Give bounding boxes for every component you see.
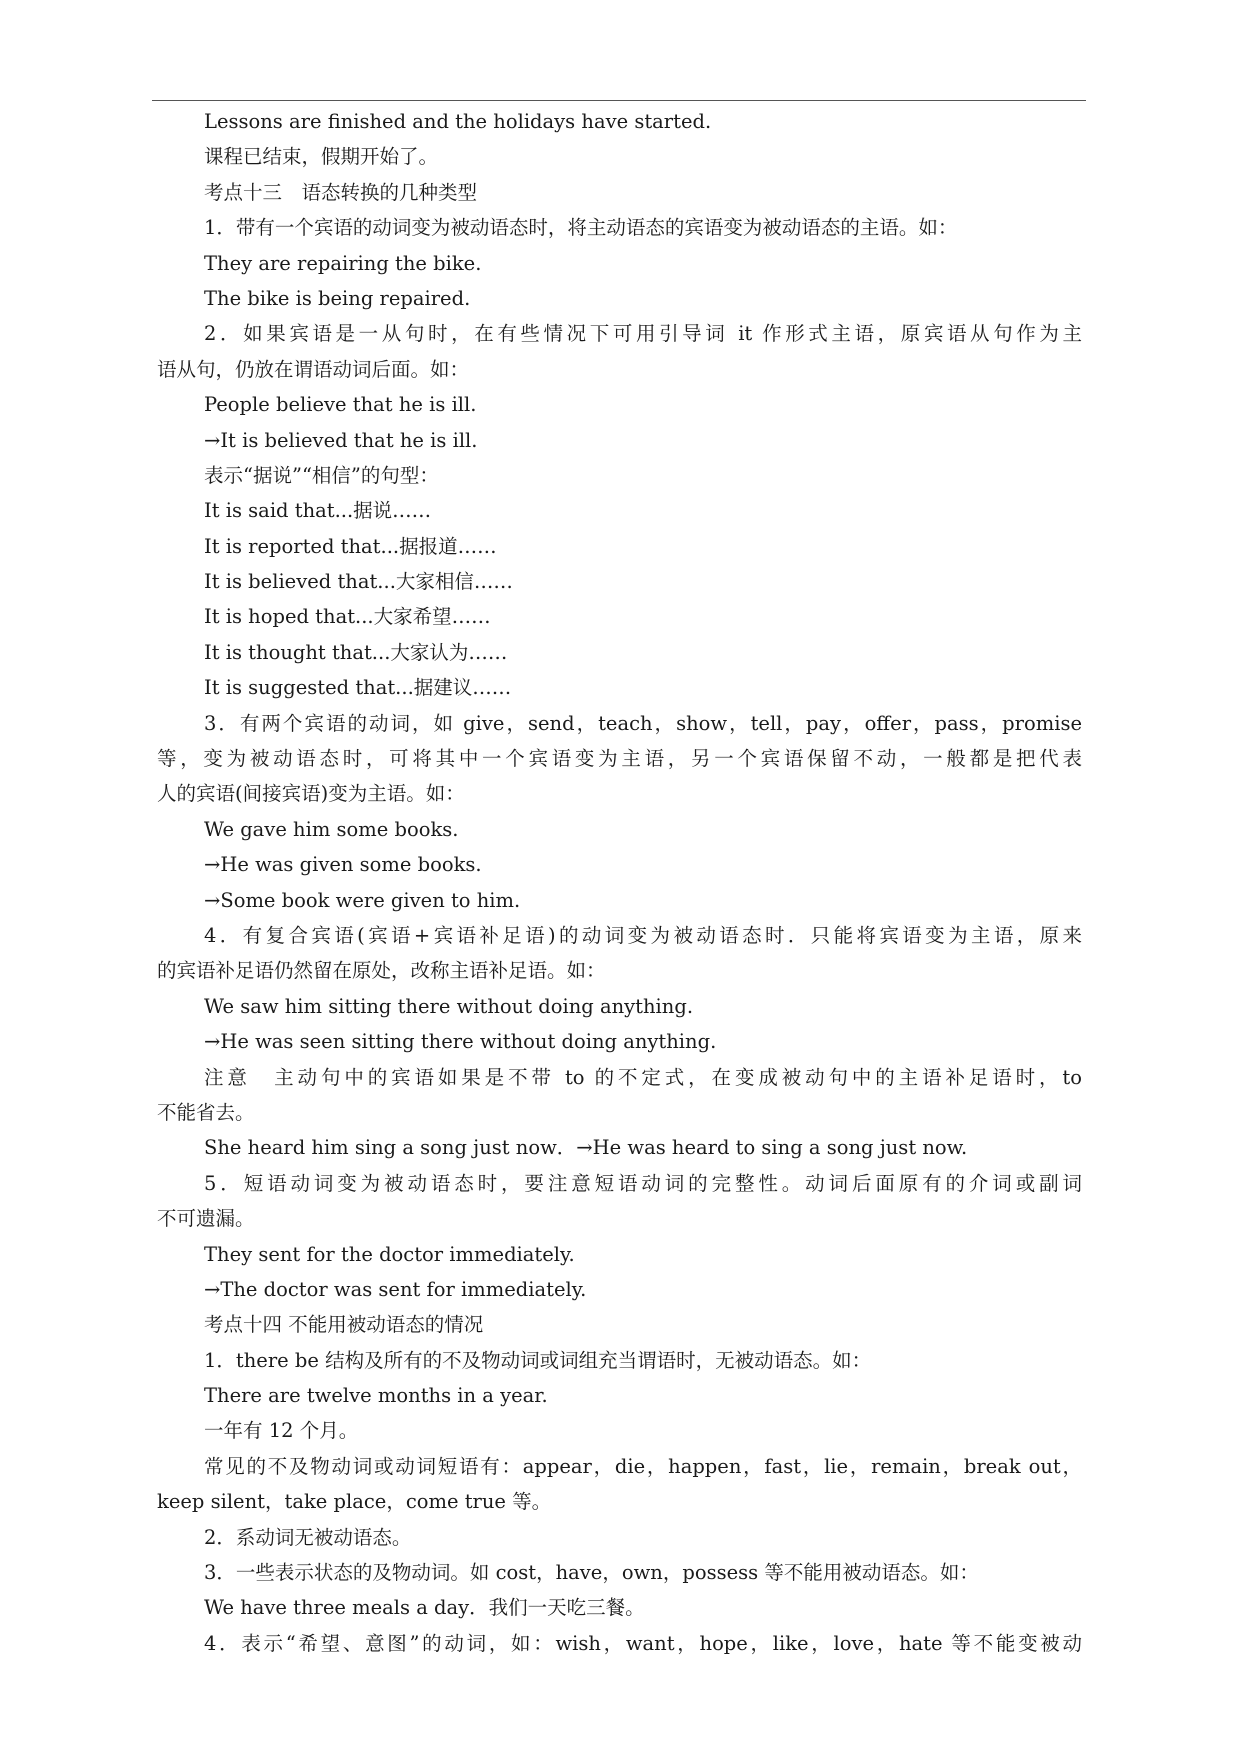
- translation: 课程已结束，假期开始了。: [204, 145, 439, 169]
- rule-item-continued: 等，变为被动语态时，可将其中一个宾语变为主语，另一个宾语保留不动，一般都是把代表: [157, 747, 1082, 771]
- rule-item-continued: 人的宾语(间接宾语)变为主语。如：: [157, 782, 465, 806]
- word-list: 常见的不及物动词或动词短语有：appear，die，happen，fast，lie，remain，break out，: [204, 1454, 1082, 1478]
- example-sentence: People believe that he is ill.: [204, 393, 477, 417]
- pattern-item: It is said that...据说……: [204, 499, 432, 523]
- example-sentence: →The doctor was sent for immediately.: [204, 1277, 587, 1301]
- section-heading: 考点十四 不能用被动语态的情况: [204, 1313, 484, 1337]
- example-sentence: They sent for the doctor immediately.: [204, 1242, 575, 1266]
- example-sentence: There are twelve months in a year.: [204, 1384, 548, 1408]
- example-sentence: Lessons are finished and the holidays have started.: [204, 110, 712, 133]
- pattern-item: It is hoped that...大家希望……: [204, 605, 491, 629]
- rule-item: 5．短语动词变为被动语态时，要注意短语动词的完整性。动词后面原有的介词或副词: [204, 1171, 1082, 1195]
- rule-item-continued: 的宾语补足语仍然留在原处，改称主语补足语。如：: [157, 959, 606, 983]
- rule-item: 1．there be 结构及所有的不及物动词或词组充当谓语时，无被动语态。如：: [204, 1348, 872, 1372]
- pattern-item: It is reported that...据报道……: [204, 534, 497, 558]
- example-sentence: →He was given some books.: [204, 853, 482, 877]
- note-continued: 不能省去。: [157, 1100, 255, 1124]
- document-body: [157, 104, 1082, 1661]
- example-sentence: We gave him some books.: [204, 817, 459, 841]
- example-sentence: We have three meals a day．我们一天吃三餐。: [204, 1596, 645, 1620]
- example-sentence: →He was seen sitting there without doing anything.: [204, 1030, 717, 1054]
- note: 注意 主动句中的宾语如果是不带 to 的不定式，在变成被动句中的主语补足语时，to: [204, 1065, 1082, 1089]
- pattern-heading: 表示“据说”“相信”的句型：: [204, 463, 439, 487]
- pattern-item: It is thought that...大家认为……: [204, 640, 508, 664]
- rule-item-continued: 语从句，仍放在谓语动词后面。如：: [157, 357, 470, 381]
- rule-item: 2．如果宾语是一从句时，在有些情况下可用引导词 it 作形式主语，原宾语从句作为主: [204, 322, 1082, 346]
- pattern-item: It is suggested that...据建议……: [204, 676, 512, 700]
- rule-item: 4．有复合宾语(宾语+宾语补足语)的动词变为被动语态时．只能将宾语变为主语，原来: [204, 923, 1082, 947]
- example-sentence: →It is believed that he is ill.: [204, 428, 478, 452]
- pattern-item: It is believed that...大家相信……: [204, 570, 513, 594]
- example-sentence: The bike is being repaired.: [204, 286, 471, 310]
- example-sentence: →Some book were given to him.: [204, 888, 521, 912]
- header-rule: [152, 100, 1086, 101]
- rule-item: 3．有两个宾语的动词，如 give，send，teach，show，tell，pay，offer，pass，promise: [204, 711, 1082, 735]
- example-sentence: They are repairing the bike.: [204, 251, 482, 275]
- rule-item: 1．带有一个宾语的动词变为被动语态时，将主动语态的宾语变为被动语态的主语。如：: [204, 216, 958, 240]
- word-list-continued: keep silent，take place，come true 等。: [157, 1490, 552, 1514]
- translation: 一年有 12 个月。: [204, 1419, 359, 1443]
- rule-item: 3．一些表示状态的及物动词。如 cost，have，own，possess 等不能用被动语态。如：: [204, 1561, 979, 1585]
- rule-item-continued: 不可遗漏。: [157, 1207, 255, 1231]
- section-heading: 考点十三 语态转换的几种类型: [204, 180, 478, 204]
- rule-item: 2．系动词无被动语态。: [204, 1525, 412, 1549]
- example-sentence: She heard him sing a song just now．→He was heard to sing a song just now.: [204, 1136, 968, 1160]
- rule-item: 4．表示“希望、意图”的动词，如：wish，want，hope，like，love，hate 等不能变被动: [204, 1631, 1082, 1655]
- example-sentence: We saw him sitting there without doing anything.: [204, 994, 694, 1018]
